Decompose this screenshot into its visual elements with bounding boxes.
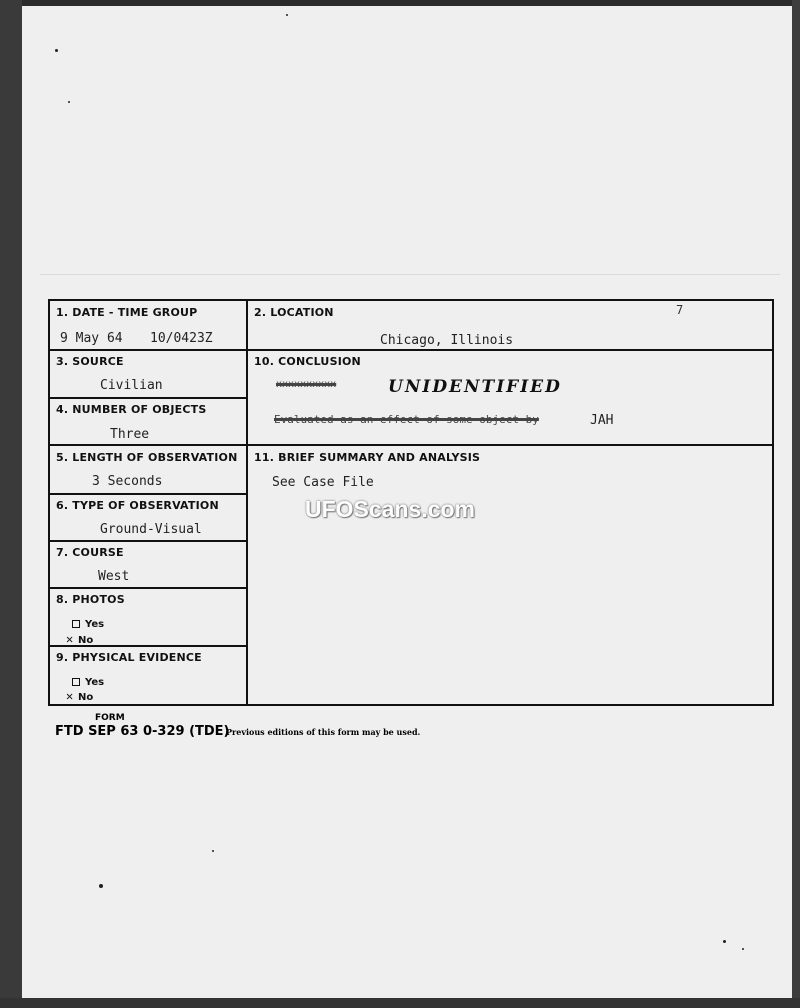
length-value: 3 Seconds xyxy=(92,474,163,489)
struck-conclusion-1: xxxxxxxxxx xyxy=(276,379,337,390)
checkbox-empty-icon xyxy=(72,620,80,628)
scan-left-edge xyxy=(0,0,22,1008)
speck xyxy=(55,49,58,52)
objects-label: 4. NUMBER OF OBJECTS xyxy=(56,403,207,416)
course-value: West xyxy=(98,569,130,584)
footer-form-id: FTD SEP 63 0-329 (TDE) xyxy=(55,724,230,739)
summary-label: 11. BRIEF SUMMARY AND ANALYSIS xyxy=(254,451,481,464)
watermark: UFOScans.com xyxy=(305,496,475,522)
speck xyxy=(212,850,214,852)
speck xyxy=(99,884,103,888)
row-divider xyxy=(50,587,248,589)
objects-value: Three xyxy=(110,427,150,442)
type-value: Ground-Visual xyxy=(100,522,202,537)
photos-yes-option xyxy=(72,619,104,630)
summary-value: See Case File xyxy=(272,475,374,490)
length-label: 5. LENGTH OF OBSERVATION xyxy=(56,451,238,464)
handwritten-conclusion: UNIDENTIFIED xyxy=(388,377,562,397)
struck-conclusion-2: Evaluated as an effect of some object by xyxy=(274,413,539,426)
scan-right-edge xyxy=(792,0,800,1008)
date-value: 9 May 64 xyxy=(60,331,123,346)
row-divider xyxy=(50,540,248,542)
row-divider xyxy=(50,493,248,495)
conclusion-initials: JAH xyxy=(590,413,614,428)
speck xyxy=(68,101,70,103)
checkbox-x-icon: ✕ xyxy=(66,689,74,703)
source-value: Civilian xyxy=(100,378,163,393)
speck xyxy=(723,940,726,943)
location-label: 2. LOCATION xyxy=(254,306,334,319)
footer-note: Previous editions of this form may be used. xyxy=(226,727,421,737)
source-label: 3. SOURCE xyxy=(56,355,124,368)
speck xyxy=(286,14,288,16)
photos-yes-label: Yes xyxy=(85,619,105,630)
scan-bottom-edge xyxy=(0,998,800,1008)
type-label: 6. TYPE OF OBSERVATION xyxy=(56,499,219,512)
row-divider xyxy=(50,397,248,399)
footer-form-word: FORM xyxy=(95,713,125,723)
row-divider xyxy=(50,349,774,351)
physical-yes-option xyxy=(72,677,104,688)
physical-no-label: No xyxy=(78,692,94,703)
location-value: Chicago, Illinois xyxy=(380,333,514,348)
physical-no-option xyxy=(66,689,93,703)
checkbox-empty-icon xyxy=(72,678,80,686)
date-time-label: 1. DATE - TIME GROUP xyxy=(56,306,198,319)
checkbox-x-icon: ✕ xyxy=(66,632,74,646)
physical-evidence-label: 9. PHYSICAL EVIDENCE xyxy=(56,651,202,664)
corner-handwritten-mark: 7 xyxy=(676,303,684,317)
fold-line xyxy=(40,274,780,275)
course-label: 7. COURSE xyxy=(56,546,124,559)
photos-no-option xyxy=(66,632,93,646)
photos-label: 8. PHOTOS xyxy=(56,593,125,606)
speck xyxy=(742,948,744,950)
conclusion-label: 10. CONCLUSION xyxy=(254,355,361,368)
photos-no-label: No xyxy=(78,635,94,646)
time-value: 10/0423Z xyxy=(150,331,213,346)
physical-yes-label: Yes xyxy=(85,677,105,688)
row-divider xyxy=(50,444,774,446)
